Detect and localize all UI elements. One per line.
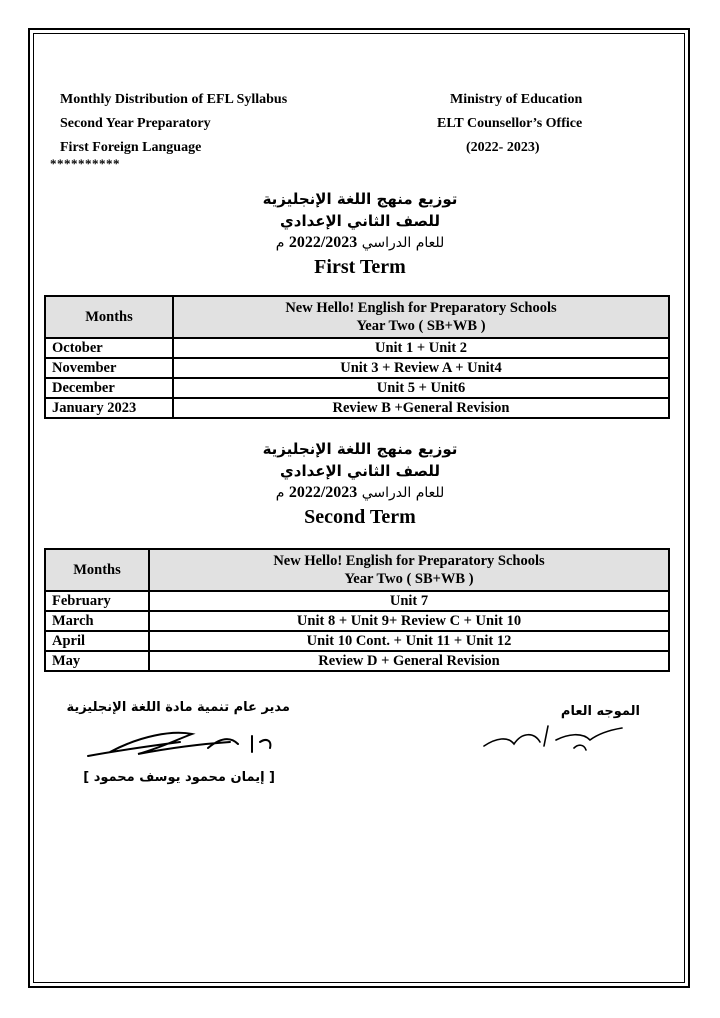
table-row	[45, 378, 669, 398]
month-cell: April	[45, 631, 149, 651]
first-term-table	[44, 295, 670, 419]
table-row	[45, 398, 669, 418]
second-term-ar-year-suffix: م	[275, 485, 285, 501]
col-months-header: Months	[45, 549, 149, 591]
second-term-ar-year-prefix: للعام الدراسي	[361, 485, 445, 501]
table-row	[45, 631, 669, 651]
col-months-header: Months	[45, 296, 173, 338]
units-cell: Unit 8 + Unit 9+ Review C + Unit 10	[149, 611, 669, 631]
first-term-ar-year-prefix: للعام الدراسي	[361, 235, 445, 251]
table-header-row	[45, 549, 669, 591]
table-row	[45, 591, 669, 611]
second-term-ar-year: 2022/2023	[288, 484, 358, 501]
second-term-table	[44, 548, 670, 672]
units-cell: Unit 7	[149, 591, 669, 611]
table-row	[45, 611, 669, 631]
col-book-header-line-1: New Hello! English for Preparatory Schools	[285, 300, 557, 316]
col-book-header-line-1: New Hello! English for Preparatory Schools	[273, 553, 545, 569]
first-term-ar-year: 2022/2023	[288, 234, 358, 251]
left-signatory-title: مدير عام تنمية مادة اللغة الإنجليزية	[66, 700, 290, 715]
header-left-line-3: First Foreign Language	[60, 140, 202, 155]
header-left-line-1: Monthly Distribution of EFL Syllabus	[60, 92, 288, 107]
month-cell: May	[45, 651, 149, 671]
second-term-ar-title-2: للصف الثاني الإعدادي	[280, 462, 440, 480]
second-term-ar-year-line	[150, 482, 570, 504]
table-header-row	[45, 296, 669, 338]
header-right-line-3: (2022- 2023)	[466, 140, 540, 155]
col-book-header-line-2: Year Two ( SB+WB )	[344, 571, 474, 587]
units-cell: Unit 1 + Unit 2	[173, 338, 669, 358]
units-cell: Unit 10 Cont. + Unit 11 + Unit 12	[149, 631, 669, 651]
units-cell: Review B +General Revision	[173, 398, 669, 418]
units-cell: Review D + General Revision	[149, 651, 669, 671]
first-term-ar-title-1: توزيع منهج اللغة الإنجليزية	[262, 190, 458, 208]
first-term-ar-year-suffix: م	[275, 235, 285, 251]
col-book-header-line-2: Year Two ( SB+WB )	[356, 318, 486, 334]
month-cell: February	[45, 591, 149, 611]
left-signature-icon	[80, 722, 280, 767]
table-row	[45, 651, 669, 671]
units-cell: Unit 3 + Review A + Unit4	[173, 358, 669, 378]
header-right-line-2: ELT Counsellor’s Office	[437, 116, 583, 131]
month-cell: October	[45, 338, 173, 358]
table-row	[45, 358, 669, 378]
header-right-line-1: Ministry of Education	[450, 92, 583, 107]
month-cell: January 2023	[45, 398, 173, 418]
second-term-ar-title-1: توزيع منهج اللغة الإنجليزية	[262, 440, 458, 458]
left-signatory-name: [ إيمان محمود يوسف محمود ]	[83, 770, 275, 785]
month-cell: March	[45, 611, 149, 631]
first-term-heading	[150, 188, 570, 280]
col-book-header	[149, 549, 669, 591]
units-cell: Unit 5 + Unit6	[173, 378, 669, 398]
table-row	[45, 338, 669, 358]
first-term-ar-year-line	[150, 232, 570, 254]
header-left-line-2: Second Year Preparatory	[60, 116, 211, 131]
second-term-title: Second Term	[304, 506, 416, 528]
col-book-header	[173, 296, 669, 338]
right-signature-icon	[478, 718, 628, 758]
second-term-heading	[150, 438, 570, 530]
first-term-title: First Term	[314, 256, 406, 278]
first-term-ar-title-2: للصف الثاني الإعدادي	[280, 212, 440, 230]
right-signatory-title: الموجه العام	[560, 704, 640, 719]
month-cell: December	[45, 378, 173, 398]
month-cell: November	[45, 358, 173, 378]
header-separator-stars: **********	[50, 156, 120, 171]
